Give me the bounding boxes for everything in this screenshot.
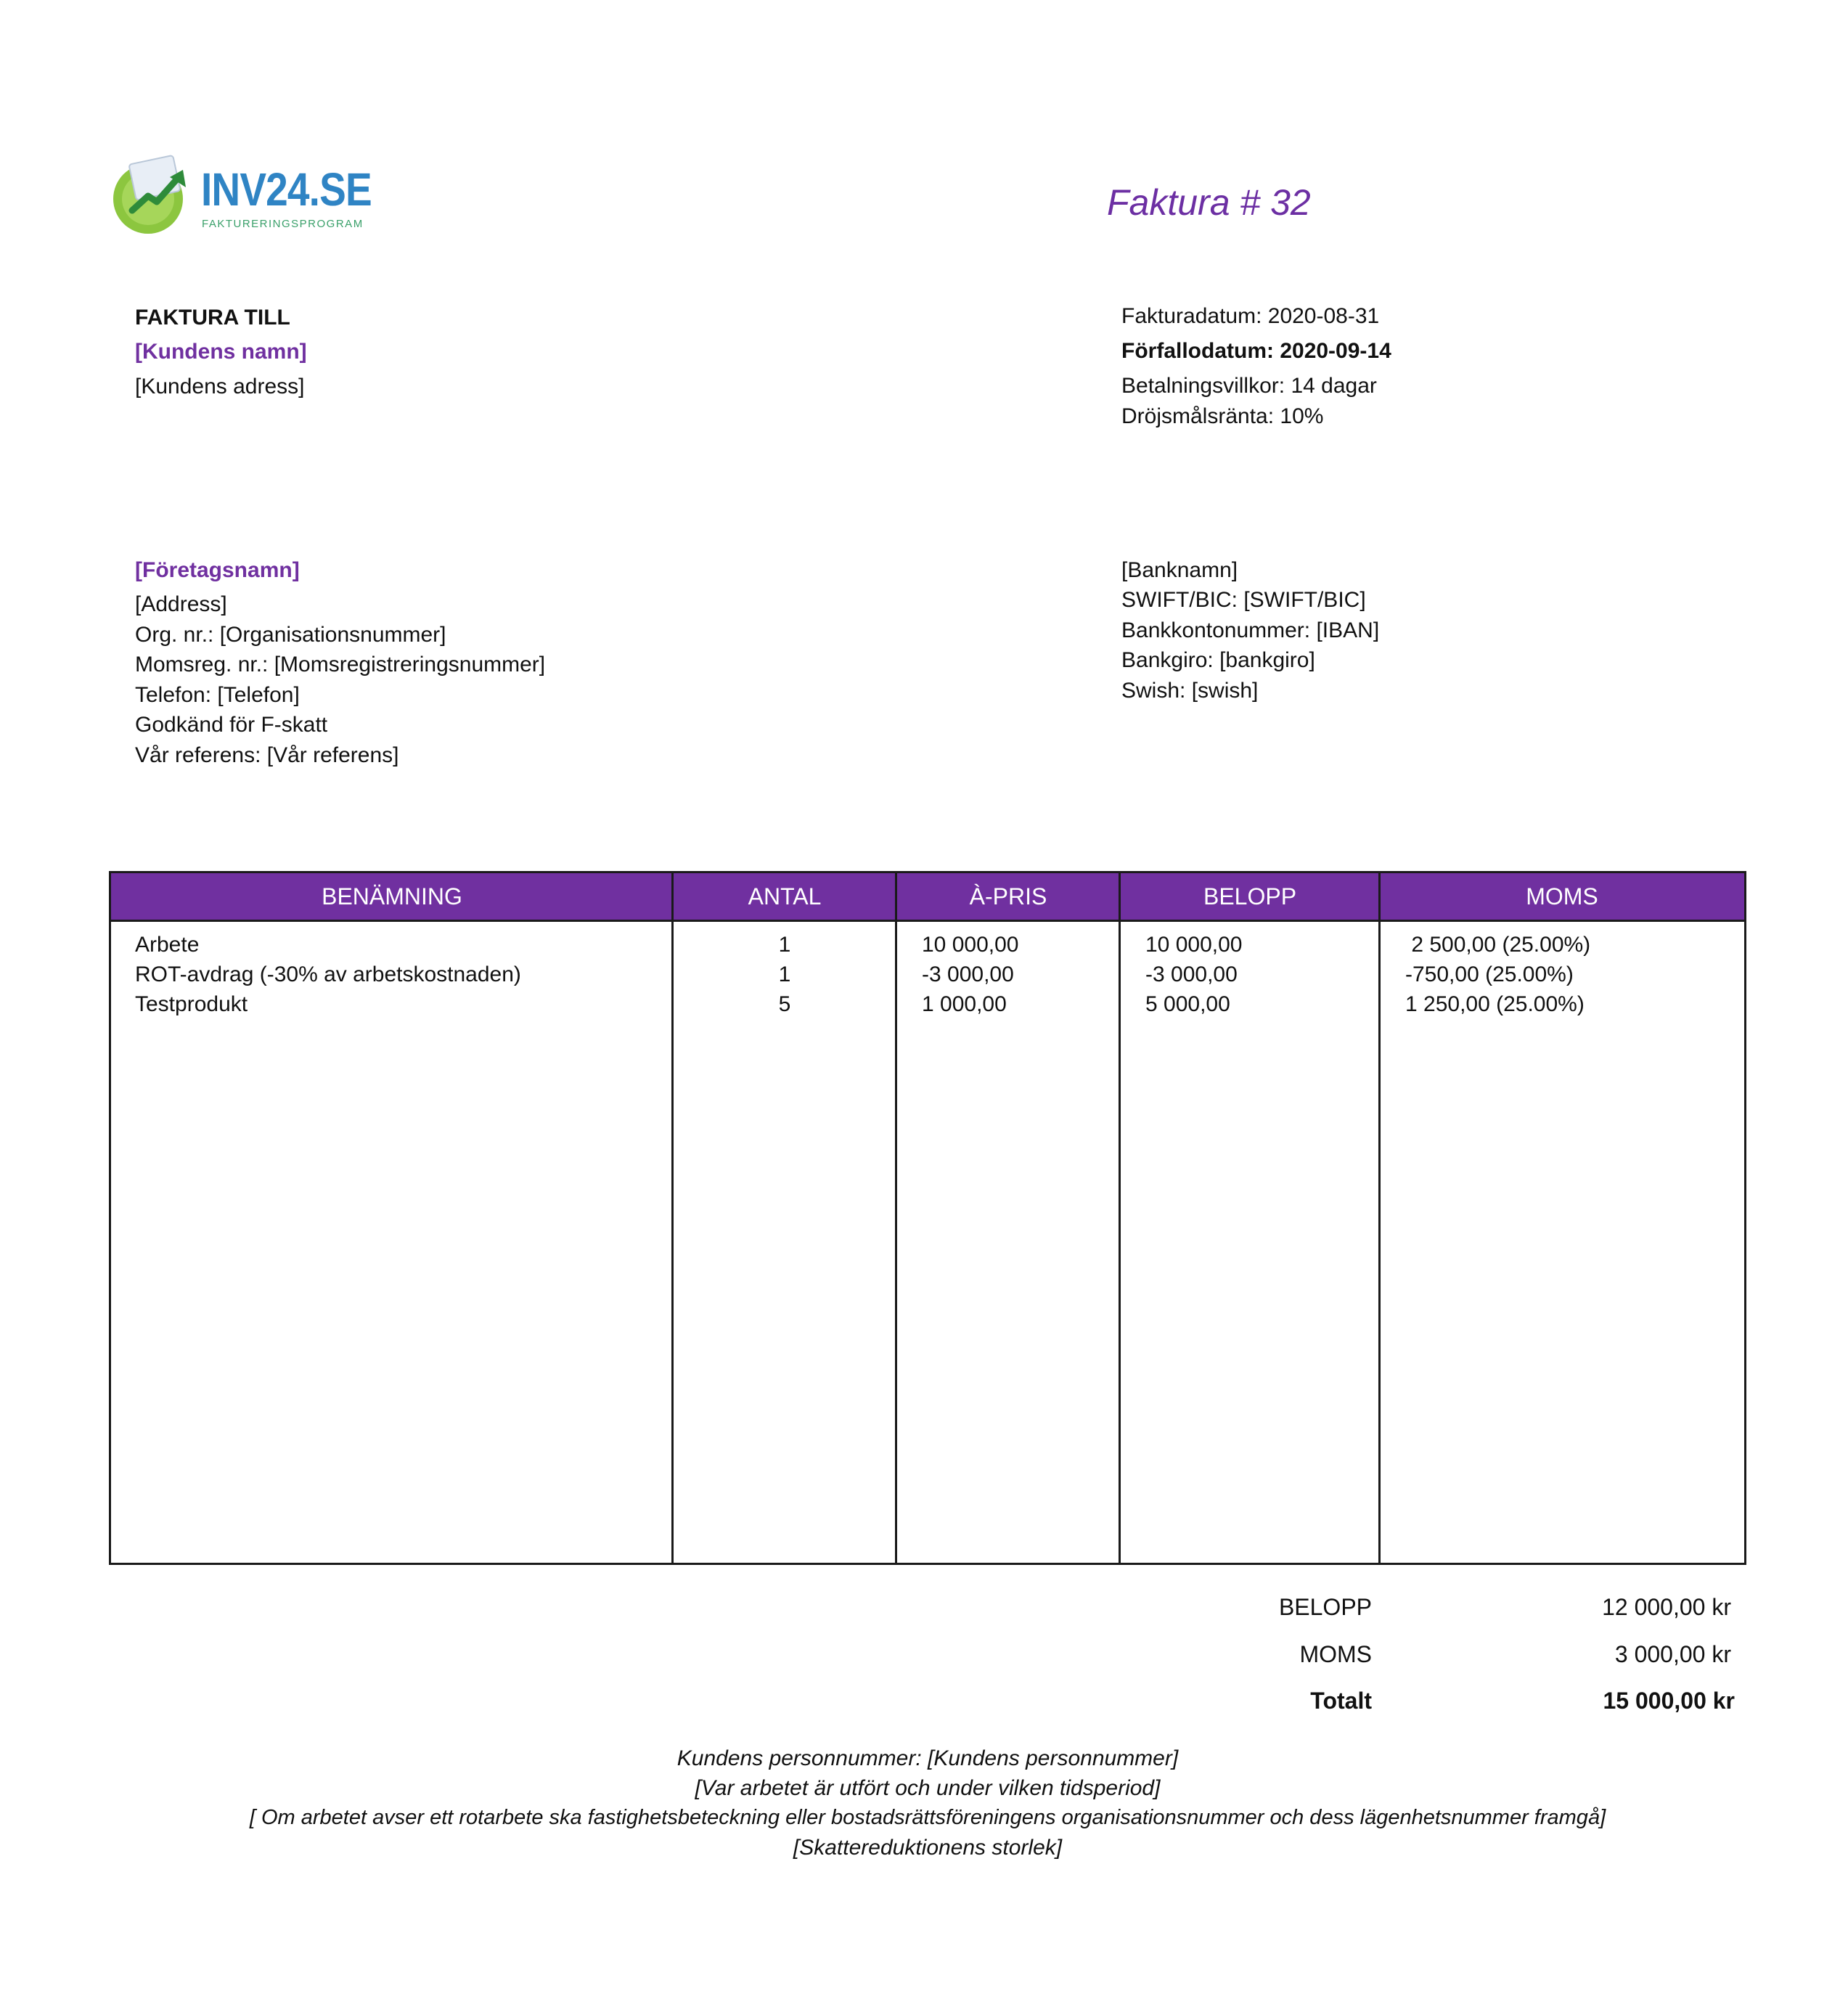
logo-brand-text: INV24.SE xyxy=(201,163,372,216)
invoice-date: Fakturadatum: 2020-08-31 xyxy=(1121,304,1380,328)
bank-swish: Swish: [swish] xyxy=(1121,679,1259,703)
row-unit-price: 10 000,00 xyxy=(922,933,1019,957)
header-vat: MOMS xyxy=(1526,883,1598,909)
row-vat: 2 500,00 (25.00%) xyxy=(1405,933,1591,957)
company-name: [Företagsnamn] xyxy=(135,558,300,582)
header-quantity: ANTAL xyxy=(748,883,822,909)
bank-swift: SWIFT/BIC: [SWIFT/BIC] xyxy=(1121,588,1366,612)
row-unit-price: 1 000,00 xyxy=(922,992,1007,1016)
bank-name: [Banknamn] xyxy=(1121,558,1238,582)
column-divider xyxy=(1119,873,1121,1563)
logo-tagline: FAKTURERINGSPROGRAM xyxy=(202,218,364,230)
row-description: Testprodukt xyxy=(135,992,248,1016)
vat-total-value: 3 000,00 kr xyxy=(1614,1641,1731,1667)
due-date: Förfallodatum: 2020-09-14 xyxy=(1121,339,1391,363)
header-description: BENÄMNING xyxy=(322,883,462,909)
header-unit-price: À-PRIS xyxy=(969,883,1047,909)
line-items-table xyxy=(109,871,1746,1565)
company-org-nr: Org. nr.: [Organisationsnummer] xyxy=(135,623,446,647)
logo-mark-icon xyxy=(110,154,197,237)
company-f-tax: Godkänd för F-skatt xyxy=(135,713,328,737)
column-divider xyxy=(1378,873,1381,1563)
company-vat-nr: Momsreg. nr.: [Momsregistreringsnummer] xyxy=(135,653,546,676)
footer-rot-property: [ Om arbetet avser ett rotarbete ska fastighetsbeteckning eller bostadsrättsföreningens organisationsnummer och dess lägenhetsnummer framgå] xyxy=(249,1806,1606,1829)
footer-work-period: [Var arbetet är utfört och under vilken tidsperiod] xyxy=(695,1776,1161,1800)
company-address: [Address] xyxy=(135,592,227,616)
company-logo xyxy=(110,154,372,237)
row-amount: 10 000,00 xyxy=(1145,933,1243,957)
row-amount: -3 000,00 xyxy=(1145,962,1238,986)
row-unit-price: -3 000,00 xyxy=(922,962,1014,986)
subtotal-value: 12 000,00 kr xyxy=(1602,1594,1731,1620)
row-vat: -750,00 (25.00%) xyxy=(1405,962,1574,986)
row-quantity: 5 xyxy=(778,992,791,1016)
table-header xyxy=(111,873,1744,922)
customer-address: [Kundens adress] xyxy=(135,375,305,398)
row-amount: 5 000,00 xyxy=(1145,992,1230,1016)
header-amount: BELOPP xyxy=(1203,883,1297,909)
subtotal-label: BELOPP xyxy=(1278,1594,1372,1620)
bill-to-heading: FAKTURA TILL xyxy=(135,306,290,330)
invoice-title: Faktura # 32 xyxy=(1107,182,1311,223)
vat-total-label: MOMS xyxy=(1299,1641,1372,1667)
bank-account: Bankkontonummer: [IBAN] xyxy=(1121,618,1380,642)
payment-terms: Betalningsvillkor: 14 dagar xyxy=(1121,374,1377,398)
row-description: ROT-avdrag (-30% av arbetskostnaden) xyxy=(135,962,521,986)
grand-total-label: Totalt xyxy=(1310,1688,1372,1714)
row-vat: 1 250,00 (25.00%) xyxy=(1405,992,1585,1016)
footer-personal-number: Kundens personnummer: [Kundens personnummer] xyxy=(676,1746,1179,1770)
row-quantity: 1 xyxy=(778,933,791,957)
row-description: Arbete xyxy=(135,933,200,957)
row-quantity: 1 xyxy=(778,962,791,986)
customer-name: [Kundens namn] xyxy=(135,340,307,364)
company-phone: Telefon: [Telefon] xyxy=(135,683,300,707)
bank-bankgiro: Bankgiro: [bankgiro] xyxy=(1121,648,1315,672)
company-reference: Vår referens: [Vår referens] xyxy=(135,743,399,767)
late-interest: Dröjsmålsränta: 10% xyxy=(1121,404,1324,428)
footer-tax-reduction: [Skattereduktionens storlek] xyxy=(793,1836,1063,1860)
grand-total-value: 15 000,00 kr xyxy=(1603,1688,1735,1714)
